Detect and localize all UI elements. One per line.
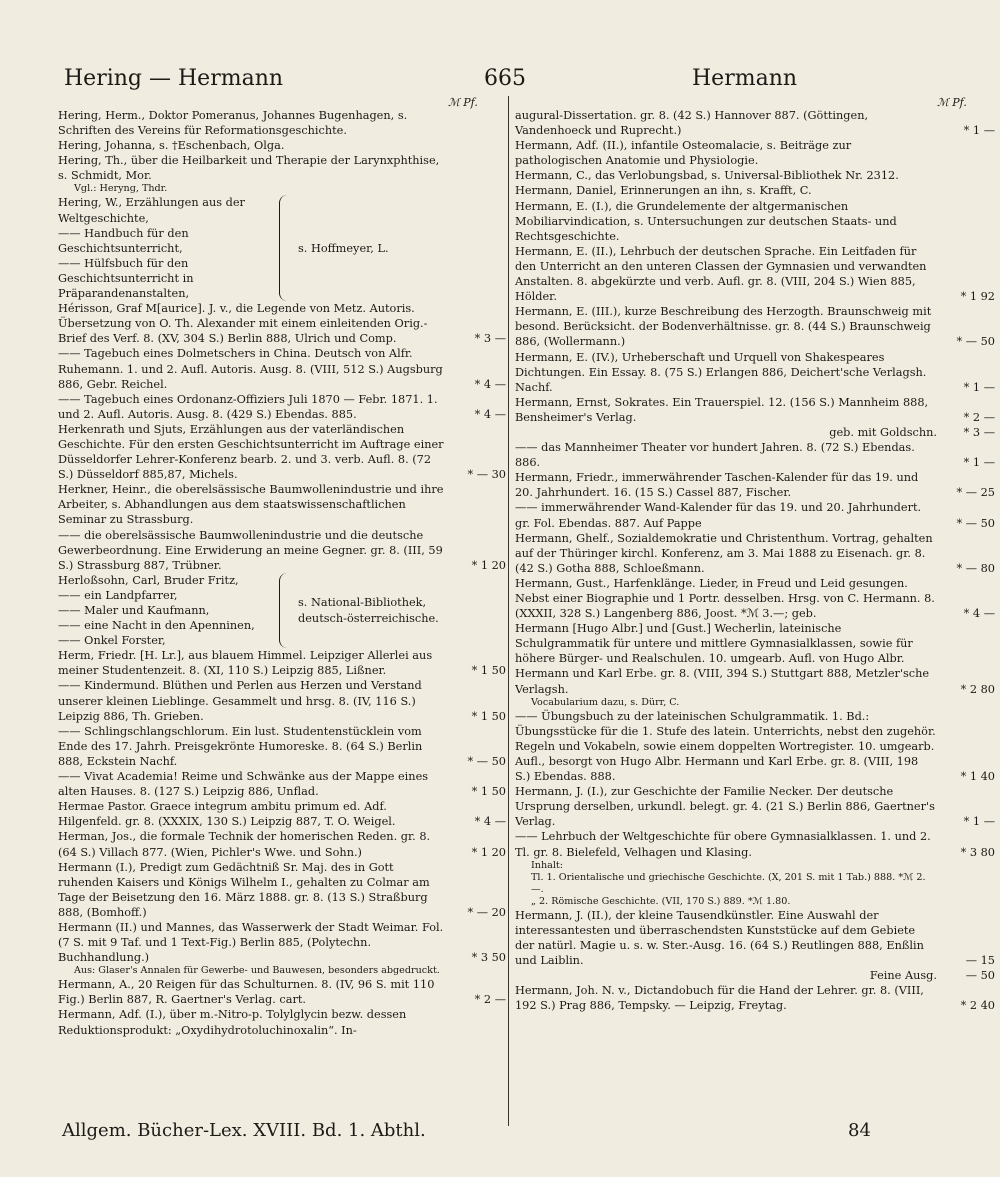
entry-text: —— das Mannheimer Theater vor hundert Jahren. 8. (72 S.) Ebendas. 886.	[515, 441, 915, 470]
cross-reference: s. National-Bibliothek, deutsch-österreichische.	[298, 596, 439, 625]
currency-header-right: ℳ Pf.	[937, 96, 967, 109]
catalog-entry	[515, 199, 995, 244]
entry-price: * — 25	[956, 486, 995, 500]
grouped-title: —— Hülfsbuch für den Geschichtsunterricht in Präparandenanstalten,	[58, 256, 194, 301]
entry-text: Hermann (II.) und Mannes, das Wasserwerk der Stadt Weimar. Fol. (7 S. mit 9 Taf. und 1 Text-Fig.) Berlin 885, (Polytechn. Buchhandlung.)	[58, 920, 444, 965]
grouped-titles	[58, 195, 273, 301]
entry-text: —— Übungsbuch zu der lateinischen Schulgrammatik. 1. Bd.: Übungsstücke für die 1. Stufe des latein. Unterrichts, nebst den zugehör. Regeln und Vokabeln, sowie einem doppelten Wortregister. 10. umgearb. Aufl., besorgt von Hugo Albr. Hermann und Karl Erbe. gr. 8. (VIII, 198 S.) Ebendas. 888.	[515, 709, 936, 784]
catalog-entry	[58, 153, 506, 183]
catalog-entry	[515, 395, 995, 425]
entry-text: Hermann, Friedr., immerwährender Taschen-Kalender für das 19. und 20. Jahrhundert. 16. (15 S.) Cassel 887, Fischer.	[515, 471, 919, 500]
entry-price: * 1 —	[963, 124, 995, 138]
catalog-entry	[58, 860, 506, 920]
entry-text: Hermann, Adf. (II.), infantile Osteomalacie, s. Beiträge zur pathologischen Anatomie und Physiologie.	[515, 139, 852, 168]
entry-price: * 3 50	[471, 951, 506, 965]
entry-text: Hermann, J. (II.), der kleine Tausendkünstler. Eine Auswahl der interessantesten und überraschendsten Kunststücke auf dem Gebiete der natürl. Magie u. s. w. Ster.-Ausg. 16. (64 S.) Reutlingen 888, Enßlin und Laiblin.	[515, 908, 924, 967]
catalog-entry	[515, 983, 995, 1013]
entry-text: —— Tagebuch eines Dolmetschers in China. Deutsch von Alfr. Ruhemann. 1. und 2. Aufl. Autoris. Ausg. 8. (VIII, 512 S.) Augsburg 886, Gebr. Reichel.	[58, 347, 443, 391]
entry-text: —— Lehrbuch der Weltgeschichte für obere Gymnasialklassen. 1. und 2. Tl. gr. 8. Bielefeld, Velhagen und Klasing.	[515, 830, 931, 859]
entry-text: —— immerwährender Wand-Kalender für das 19. und 20. Jahrhundert. gr. Fol. Ebendas. 887. Auf Pappe	[515, 501, 922, 530]
catalog-entry	[58, 648, 506, 678]
catalog-entry	[515, 168, 995, 183]
catalog-entry	[515, 138, 995, 168]
catalog-entry	[58, 346, 506, 391]
catalog-entry	[515, 531, 995, 576]
entry-text: —— Kindermund. Blüthen und Perlen aus Herzen und Verstand unserer kleinen Lieblinge. Gesammelt und hrsg. 8. (IV, 116 S.) Leipzig 886, Th. Grieben.	[58, 679, 422, 723]
catalog-entry	[515, 470, 995, 500]
footer-sheet-number: 84	[848, 1120, 871, 1141]
entry-price: * — 50	[467, 754, 506, 768]
page-footer	[58, 1120, 993, 1146]
entry-text: Hering, Johanna, s. †Eschenbach, Olga.	[58, 139, 285, 153]
catalog-entry	[58, 829, 506, 859]
grouped-title: —— Maler und Kaufmann,	[58, 604, 210, 617]
entry-text: Hermann, E. (III.), kurze Beschreibung des Herzogth. Braunschweig mit besond. Berücksicht. der Bodenverhältnisse. gr. 8. (44 S.) Braunschweig 886, (Wollermann.)	[515, 305, 932, 349]
catalog-entry	[58, 724, 506, 769]
catalog-entry	[515, 784, 995, 829]
entry-text: augural-Dissertation. gr. 8. (42 S.) Hannover 887. (Göttingen, Vandenhoeck und Ruprecht.)	[515, 109, 869, 138]
entry-text: Hermae Pastor. Graece integrum ambitu primum ed. Adf. Hilgenfeld. gr. 8. (XXXIX, 130 S.) Leipzig 887, T. O. Weigel.	[58, 800, 396, 829]
grouped-entry	[58, 195, 506, 301]
catalog-entry	[58, 108, 506, 138]
entry-text: Hermann, Ernst, Sokrates. Ein Trauerspiel. 12. (156 S.) Mannheim 888, Bensheimer's Verlag.	[515, 395, 929, 424]
catalog-entry	[58, 422, 506, 482]
entry-price: * — 50	[956, 516, 995, 530]
catalog-entry	[58, 301, 506, 346]
catalog-entry	[58, 920, 506, 965]
entry-price: * 1 —	[963, 456, 995, 470]
entry-text: Hermann, C., das Verlobungsbad, s. Universal-Bibliothek Nr. 2312.	[515, 169, 899, 183]
entry-text: —— die oberelsässische Baumwollenindustrie und die deutsche Gewerbeordnung. Eine Erwiderung an meine Gegner. gr. 8. (III, 59 S.) Strassburg 887, Trübner.	[58, 528, 443, 572]
entry-price: — 50	[965, 968, 995, 982]
entry-price: * 1 20	[471, 558, 506, 572]
entry-text: Feine Ausg.	[869, 968, 937, 982]
entry-text: Hermann, Gust., Harfenklänge. Lieder, in Freud und Leid gesungen. Nebst einer Biographie und 1 Portr. desselben. Hrsg. von C. Hermann. 8. (XXXII, 328 S.) Langenberg 886, Joost. *ℳ 3.—; geb.	[515, 576, 935, 621]
catalog-entry	[58, 977, 506, 1007]
entry-text: Hermann, J. (I.), zur Geschichte der Familie Necker. Der deutsche Ursprung derselben, urkundl. belegt. gr. 4. (21 S.) Berlin 886, Gaertner's Verlag.	[515, 785, 935, 829]
entry-text: Herkenrath und Sjuts, Erzählungen aus der vaterländischen Geschichte. Für den ersten Geschichtsunterricht im Auftrage einer Düsseldorfer Lehrer-Konferenz bearb. 2. und 3. verb. Aufl. 8. (72 S.) Düsseldorf 885,87, Michels.	[58, 422, 444, 482]
entry-text: Herkner, Heinr., die oberelsässische Baumwollenindustrie und ihre Arbeiter, s. Abhandlungen aus dem staatswissenschaftlichen Seminar zu Strassburg.	[58, 483, 444, 527]
column-divider	[508, 96, 509, 1126]
entry-price: * 2 —	[474, 993, 506, 1007]
entry-price: * 3 80	[960, 845, 995, 859]
entry-price: * 1 50	[471, 664, 506, 678]
catalog-entry	[515, 500, 995, 530]
grouped-title: —— Onkel Forster,	[58, 634, 166, 648]
catalog-entry	[58, 392, 506, 422]
entry-price: * 4 —	[474, 377, 506, 391]
entry-price: * — 20	[467, 905, 506, 919]
left-column	[58, 108, 506, 1118]
entry-text: Hermann (I.), Predigt zum Gedächtniß Sr. Maj. des in Gott ruhenden Kaisers und Königs Wilhelm I., gehalten zu Colmar am Tage der Beisetzung den 16. März 1888. gr. 8. (13 S.) Straßburg 888, (Bomhoff.)	[58, 860, 430, 919]
entry-price: * 1 92	[960, 290, 995, 304]
entry-text: Hermann, A., 20 Reigen für das Schulturnen. 8. (IV, 96 S. mit 110 Fig.) Berlin 887, R. Gaertner's Verlag. cart.	[58, 978, 435, 1007]
entry-text: Herm, Friedr. [H. Lr.], aus blauem Himmel. Leipziger Allerlei aus meiner Studentenzeit. 8. (XI, 110 S.) Leipzig 885, Lißner.	[58, 649, 433, 678]
entry-text: Hermann, E. (I.), die Grundelemente der altgermanischen Mobiliarvindication, s. Untersuchungen zur deutschen Staats- und Rechtsgeschichte.	[515, 199, 897, 243]
entry-text: Hermann, E. (II.), Lehrbuch der deutschen Sprache. Ein Leitfaden für den Unterricht an den unteren Classen der Gymnasien und verwandten Anstalten. 8. abgekürzte und verb. Aufl. gr. 8. (VIII, 204 S.) Wien 885, Hölder.	[515, 244, 927, 304]
grouped-title: —— ein Landpfarrer,	[58, 588, 178, 602]
note-line: Aus: Glaser's Annalen für Gewerbe- und Bauwesen, besonders abgedruckt.	[74, 965, 440, 977]
entry-price: * 2 —	[963, 410, 995, 424]
entry-text: Hermann [Hugo Albr.] und [Gust.] Wecherlin, lateinische Schulgrammatik für untere und mittlere Gymnasialklassen, sowie für höhere Bürger- und Realschulen. 10. umgearb. Aufl. von Hugo Albr. Hermann und Karl Erbe. gr. 8. (VIII, 394 S.) Stuttgart 888, Metzler'sche Verlagsh.	[515, 622, 930, 696]
entry-price: * — 30	[467, 468, 506, 482]
entry-price: * 4 —	[474, 815, 506, 829]
grouped-title: —— eine Nacht in den Apenninen,	[58, 619, 255, 633]
note-line: Vocabularium dazu, s. Dürr, C.	[531, 696, 680, 708]
entry-price: * — 80	[956, 561, 995, 575]
catalog-entry	[515, 621, 995, 696]
catalog-entry	[515, 908, 995, 968]
catalog-entry	[515, 304, 995, 349]
running-head-right: Hermann	[692, 66, 798, 91]
catalog-entry	[515, 576, 995, 621]
catalog-entry	[515, 709, 995, 784]
entry-text: —— Vivat Academia! Reime und Schwänke aus der Mappe eines alten Hauses. 8. (127 S.) Leipzig 886, Unflad.	[58, 770, 429, 799]
entry-text: geb. mit Goldschn.	[829, 425, 937, 439]
currency-header-left: ℳ Pf.	[448, 96, 478, 109]
catalog-entry	[515, 440, 995, 470]
catalog-entry	[58, 482, 506, 527]
entry-price: * 2 40	[960, 999, 995, 1013]
entry-price: * 1 40	[960, 770, 995, 784]
entry-price: * 2 80	[960, 682, 995, 696]
entry-price: * 4 —	[474, 407, 506, 421]
catalog-entry	[515, 829, 995, 859]
grouped-entry	[58, 573, 506, 648]
brace-bracket	[279, 195, 294, 301]
running-head-left: Hering — Hermann	[64, 66, 284, 91]
note-line: Inhalt:	[531, 859, 564, 871]
entry-price: * 1 50	[471, 709, 506, 723]
entry-price: — 15	[965, 953, 995, 967]
grouped-titles	[58, 573, 273, 648]
entry-text: —— Tagebuch eines Ordonanz-Offiziers Juli 1870 — Febr. 1871. 1. und 2. Aufl. Autoris. Ausg. 8. (429 S.) Ebendas. 885.	[58, 392, 438, 421]
entry-text: Herman, Jos., die formale Technik der homerischen Reden. gr. 8. (64 S.) Villach 877. (Wien, Pichler's Wwe. und Sohn.)	[58, 830, 431, 859]
page-header	[58, 66, 993, 100]
entry-text: Hermann, E. (IV.), Urheberschaft und Urquell von Shakespeares Dichtungen. Ein Essay. 8. (75 S.) Erlangen 886, Deichert'sche Verlagsh. Nachf.	[515, 350, 927, 394]
grouped-title: Hering, W., Erzählungen aus der Weltgeschichte,	[58, 196, 245, 225]
catalog-entry	[58, 1007, 506, 1037]
entry-price: * 4 —	[963, 607, 995, 621]
note-line: „ 2. Römische Geschichte. (VII, 170 S.) 889. *ℳ 1.80.	[531, 895, 791, 907]
right-column	[515, 108, 995, 1118]
entry-text: Hermann, Joh. N. v., Dictandobuch für die Hand der Lehrer. gr. 8. (VIII, 192 S.) Prag 886, Tempsky. — Leipzig, Freytag.	[515, 984, 924, 1013]
grouped-title: —— Handbuch für den Geschichtsunterricht,	[58, 226, 189, 255]
catalog-entry	[58, 678, 506, 723]
note-line: Vgl.: Heryng, Thdr.	[74, 183, 168, 195]
entry-text: Hérisson, Graf M[aurice]. J. v., die Legende von Metz. Autoris. Übersetzung von O. Th. Alexander mit einem einleitenden Orig.-Brief des Verf. 8. (XV, 304 S.) Berlin 888, Ulrich und Comp.	[58, 302, 428, 346]
brace-bracket	[279, 573, 294, 648]
catalog-entry	[515, 968, 995, 983]
catalog-entry	[515, 350, 995, 395]
entry-price: * 3 —	[474, 332, 506, 346]
page-number: 665	[484, 66, 526, 91]
catalog-entry	[58, 799, 506, 829]
grouped-title: Herloßsohn, Carl, Bruder Fritz,	[58, 573, 239, 587]
entry-text: Hering, Th., über die Heilbarkeit und Therapie der Larynxphthise, s. Schmidt, Mor.	[58, 154, 440, 183]
entry-text: Hering, Herm., Doktor Pomeranus, Johannes Bugenhagen, s. Schriften des Vereins für Reformationsgeschichte.	[58, 109, 408, 138]
catalog-entry	[58, 528, 506, 573]
entry-price: * 1 50	[471, 785, 506, 799]
entry-text: Hermann, Daniel, Erinnerungen an ihn, s. Krafft, C.	[515, 184, 812, 198]
catalog-entry	[515, 244, 995, 304]
entry-price: * 1 20	[471, 845, 506, 859]
entry-price: * 1 —	[963, 380, 995, 394]
note-line: Tl. 1. Orientalische und griechische Geschichte. (X, 201 S. mit 1 Tab.) 888. *ℳ 2.—.	[531, 871, 926, 895]
entry-price: * 1 —	[963, 815, 995, 829]
entry-price: * 3 —	[963, 425, 995, 439]
catalog-entry	[58, 138, 506, 153]
catalog-entry	[515, 425, 995, 440]
entry-text: Hermann, Ghelf., Sozialdemokratie und Christenthum. Vortrag, gehalten auf der Thüringer kirchl. Konferenz, am 3. Mai 1888 zu Eisenach. gr. 8. (42 S.) Gotha 888, Schloeßmann.	[515, 531, 933, 575]
catalog-entry	[515, 108, 995, 138]
footer-signature: Allgem. Bücher-Lex. XVIII. Bd. 1. Abthl.	[62, 1120, 426, 1141]
catalog-entry	[515, 183, 995, 198]
entry-text: Hermann, Adf. (I.), über m.-Nitro-p. Tolylglycin bezw. dessen Reduktionsprodukt: „Oxydihydrotoluchinoxalin“. In-	[58, 1008, 407, 1037]
entry-price: * — 50	[956, 335, 995, 349]
cross-reference: s. Hoffmeyer, L.	[298, 241, 389, 255]
entry-text: —— Schlingschlangschlorum. Ein lust. Studentenstücklein vom Ende des 17. Jahrh. Preisgekrönte Humoreske. 8. (64 S.) Berlin 888, Eckstein Nachf.	[58, 724, 423, 768]
catalog-entry	[58, 769, 506, 799]
